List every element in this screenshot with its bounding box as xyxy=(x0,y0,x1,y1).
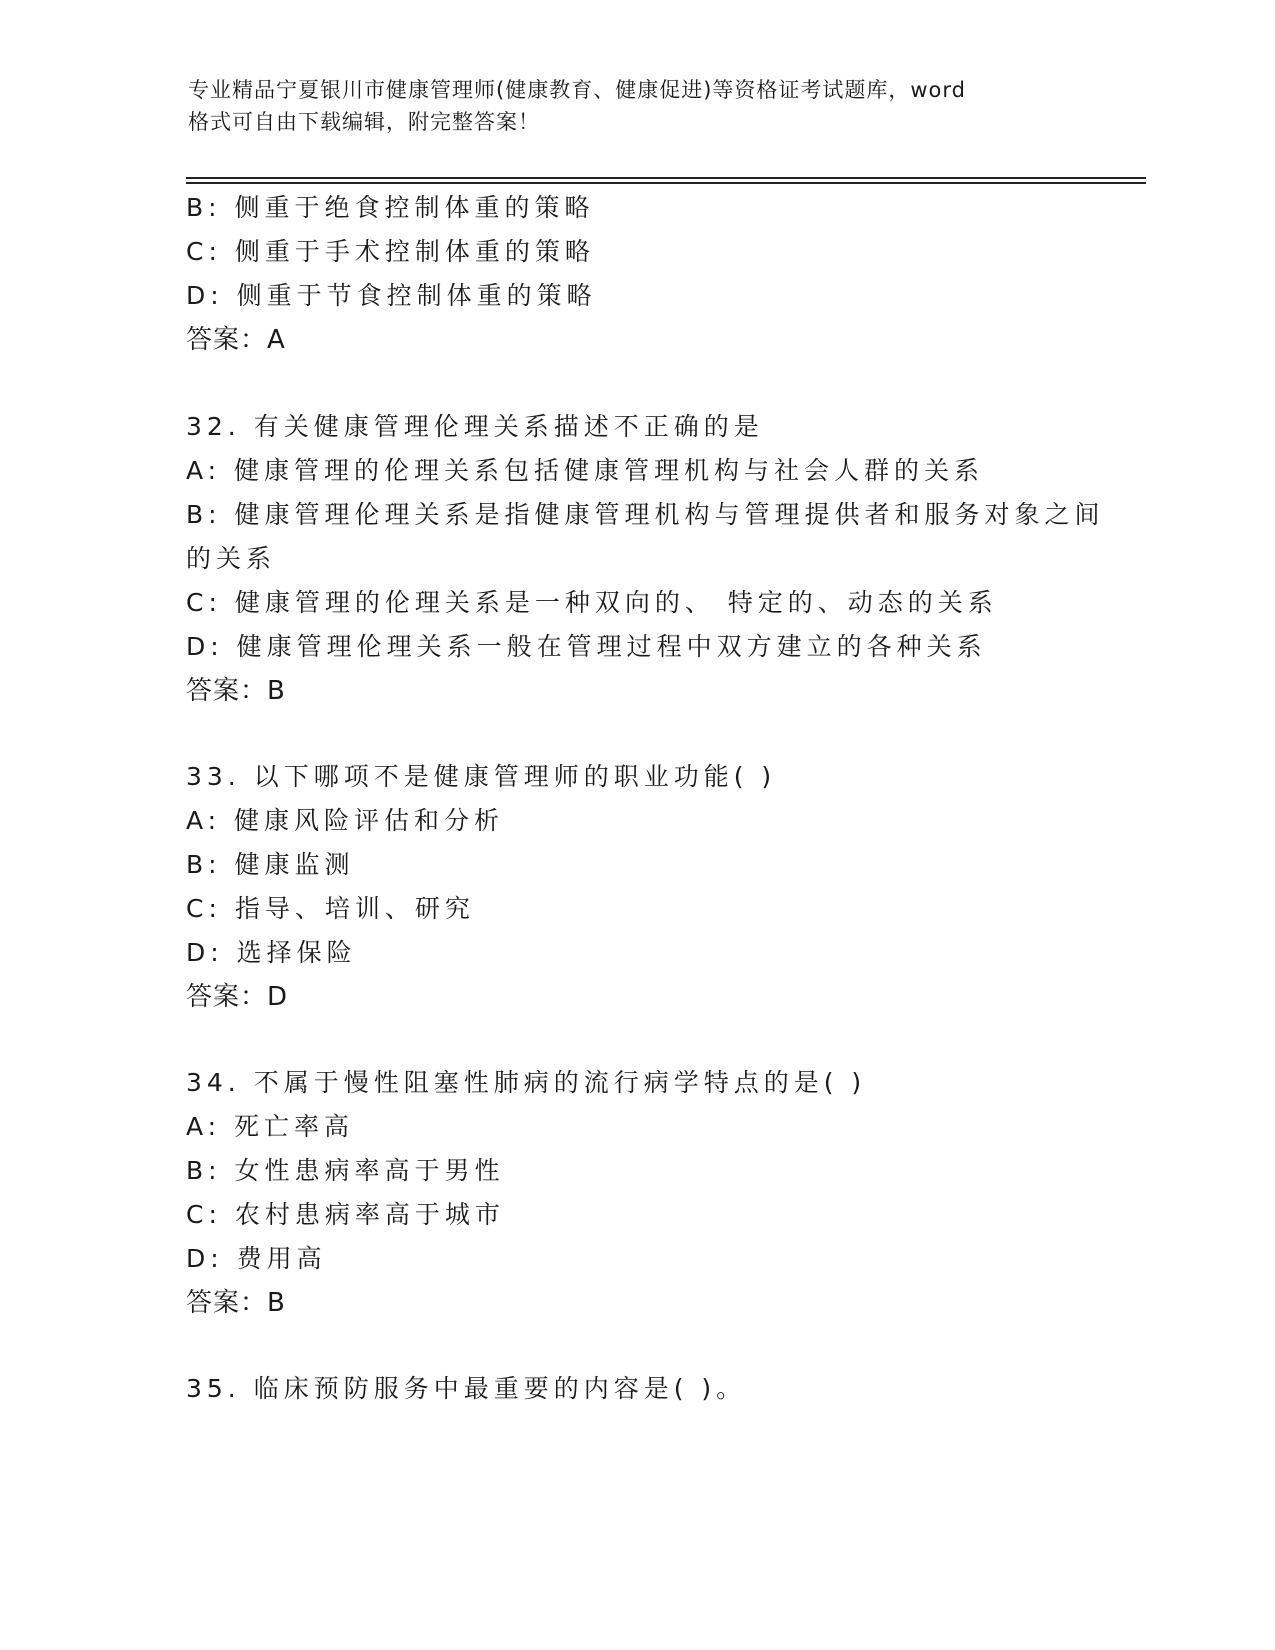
q32-option-b-line-1: B: 健康管理伦理关系是指健康管理机构与管理提供者和服务对象之间 xyxy=(186,500,1105,529)
q32-option-c: C: 健康管理的伦理关系是一种双向的、 特定的、动态的关系 xyxy=(186,588,998,617)
q35-stem: 35. 临床预防服务中最重要的内容是( )。 xyxy=(186,1374,747,1403)
q33-option-d: D: 选择保险 xyxy=(186,938,357,967)
header-rule-top xyxy=(186,177,1146,179)
q32-option-d: D: 健康管理伦理关系一般在管理过程中双方建立的各种关系 xyxy=(186,632,987,661)
q32-stem: 32. 有关健康管理伦理关系描述不正确的是 xyxy=(186,412,764,441)
q31-option-c: C: 侧重于手术控制体重的策略 xyxy=(186,237,595,266)
q34-answer: 答案：B xyxy=(186,1288,286,1318)
q33-option-a: A: 健康风险评估和分析 xyxy=(186,806,505,835)
q34-option-b: B: 女性患病率高于男性 xyxy=(186,1156,505,1185)
q33-option-b: B: 健康监测 xyxy=(186,850,355,879)
q31-option-d: D: 侧重于节食控制体重的策略 xyxy=(186,281,597,310)
q34-option-d: D: 费用高 xyxy=(186,1244,327,1273)
q34-stem: 34. 不属于慢性阻塞性肺病的流行病学特点的是( ) xyxy=(186,1068,867,1097)
q32-option-b-line-2: 的关系 xyxy=(186,544,277,573)
q33-option-c: C: 指导、培训、研究 xyxy=(186,894,475,923)
q32-option-a: A: 健康管理的伦理关系包括健康管理机构与社会人群的关系 xyxy=(186,456,985,485)
q34-option-c: C: 农村患病率高于城市 xyxy=(186,1200,505,1229)
q32-answer: 答案：B xyxy=(186,676,286,706)
header-line-1: 专业精品宁夏银川市健康管理师(健康教育、健康促进)等资格证考试题库，word xyxy=(188,78,967,102)
q31-option-b: B: 侧重于绝食控制体重的策略 xyxy=(186,193,595,222)
q33-answer: 答案：D xyxy=(186,982,289,1012)
q34-option-a: A: 死亡率高 xyxy=(186,1112,355,1141)
header-line-2: 格式可自由下载编辑，附完整答案！ xyxy=(188,110,540,134)
q31-answer: 答案：A xyxy=(186,325,286,355)
q33-stem: 33. 以下哪项不是健康管理师的职业功能( ) xyxy=(186,762,777,791)
document-header xyxy=(188,74,1068,138)
header-rule-bottom xyxy=(186,182,1146,184)
